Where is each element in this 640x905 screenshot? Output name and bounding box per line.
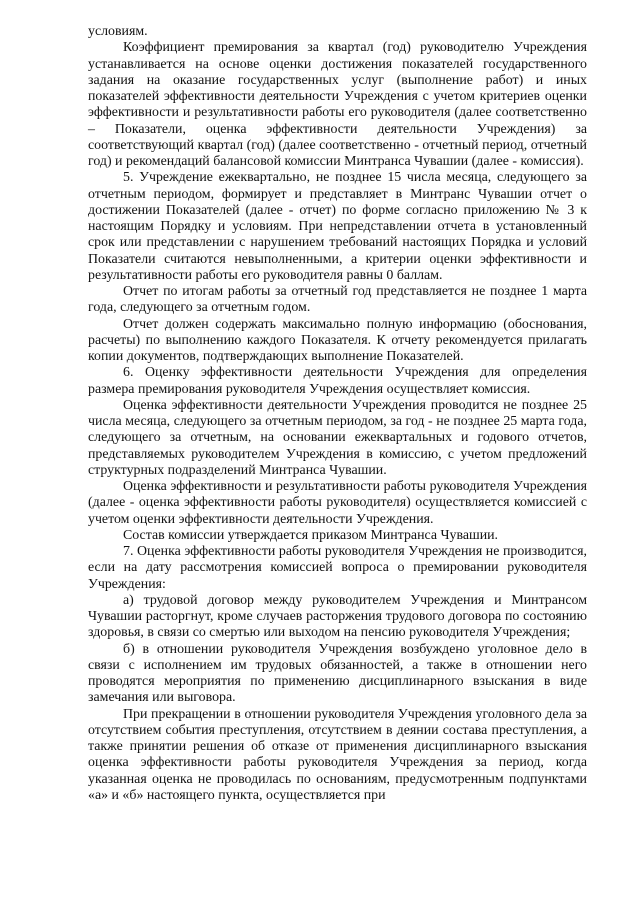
paragraph-item-6: 6. Оценку эффективности деятельности Учреждения для определения размера премирования руководителя Учреждения осуществляет комиссия.	[88, 365, 587, 397]
paragraph-subitem-a: а) трудовой договор между руководителем Учреждения и Минтрансом Чувашии расторгнут, кроме случаев расторжения трудового договора по состоянию здоровья, в связи со смертью или выходом на пенсию руководителя Учреждения;	[88, 592, 587, 641]
paragraph-item-5: 5. Учреждение ежеквартально, не позднее 15 числа месяца, следующего за отчетным периодом, формирует и представляет в Минтранс Чувашии отчет о достижении Показателей (далее - отчет) по форме согласно приложению № 3 к настоящим Порядку и условиям. При непредставлении отчета в установленный срок или представлении с нарушением требований настоящих Порядка и условий Показатели считаются невыполненными, а критерии оценки эффективности и результативности работы его руководителя равны 0 баллам.	[88, 170, 587, 283]
paragraph-head-assessment: Оценка эффективности и результативности работы руководителя Учреждения (далее - оценка эффективности работы руководителя) осуществляется комиссией с учетом оценки эффективности деятельности Учреждения.	[88, 479, 587, 527]
paragraph-bonus-coefficient: Коэффициент премирования за квартал (год) руководителю Учреждения устанавливается на основе оценки достижения показателей государственного задания на оказание государственных услуг (выполнение работ) и иных показателей эффективности деятельности Учреждения с учетом критериев оценки эффективности и результативности работы его руководителя (далее соответственно – Показатели, оценка эффективности деятельности Учреждения) за соответствующий квартал (год) (далее соответственно - отчетный период, отчетный год) и рекомендаций балансовой комиссии Минтранса Чувашии (далее - комиссия).	[88, 40, 587, 169]
paragraph-commission-composition: Состав комиссии утверждается приказом Минтранса Чувашии.	[123, 527, 499, 543]
paragraph-termination: При прекращении в отношении руководителя Учреждения уголовного дела за отсутствием события преступления, отсутствием в деянии состава преступления, а также принятии решения об отказе от применения дисциплинарного взыскания оценка эффективности работы руководителя Учреждения за период, когда указанная оценка не проводилась по основаниям, предусмотренным подпунктами «а» и «б» настоящего пункта, осуществляется при	[88, 706, 587, 803]
paragraph-item-7: 7. Оценка эффективности работы руководителя Учреждения не производится, если на дату рассмотрения комиссией вопроса о премировании руководителя Учреждения:	[88, 544, 587, 592]
paragraph-subitem-b: б) в отношении руководителя Учреждения возбуждено уголовное дело в связи с исполнением им трудовых обязанностей, а также в отношении него проводятся мероприятия по применению дисциплинарного взыскания в виде замечания или выговора.	[88, 641, 587, 706]
paragraph-report-content: Отчет должен содержать максимально полную информацию (обоснования, расчеты) по выполнению каждого Показателя. К отчету рекомендуется прилагать копии документов, подтверждающих выполнение Показателей.	[88, 316, 587, 364]
paragraph-assessment-deadline: Оценка эффективности деятельности Учреждения проводится не позднее 25 числа месяца, следующего за отчетным периодом, за год - не позднее 25 марта года, следующего за отчетным, на основании ежеквартальных и годового отчетов, представляемых руководителем Учреждения в комиссию, с учетом предложений структурных подразделений Минтранса Чувашии.	[88, 397, 587, 478]
paragraph-annual-report: Отчет по итогам работы за отчетный год представляется не позднее 1 марта года, следующего за отчетным годом.	[88, 284, 587, 316]
paragraph-continuation: условиям.	[88, 24, 148, 39]
document-page	[88, 24, 587, 804]
